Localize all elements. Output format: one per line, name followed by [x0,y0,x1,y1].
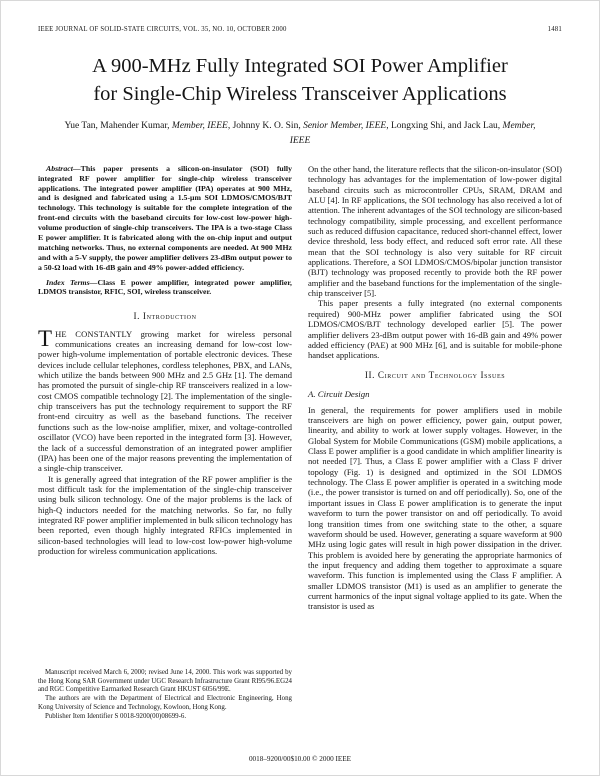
intro-paragraph-1-text: growing market for wireless personal communications creates an increasing demand for low-cost low-power high-volume implementation of portable electronic devices. These devices include cellular telephones, cordless telephones, PBX, and LANs, which utilize the bands between 900 MHz and 2.5 GHz [1]. The demand has promoted the pursuit of single-chip RF transceivers realized in a low-cost CMOS compatible technology [2]. The implementation of the single-chip transceivers has put the technology requirement to support the RF front-end circuitry as well as the baseband functions. The receiver functions such as the low-noise amplifier, mixer, and voltage-controlled oscillator (VCO) have been reported in the integrated form [3]. However, the lack of a successful demonstration of an integrated power amplifier (IPA) has been one of the major reasons preventing the implementation of a single-chip transceiver. [38,328,292,474]
footnote-manuscript: Manuscript received March 6, 2000; revised June 14, 2000. This work was supported by the Hong Kong SAR Government under UGC Research Infrastructure Grant RI95/96.EG24 and RGC Competitive Earmarked Research Grant HKUST 6056/99E. [38,668,292,694]
intro-paragraph-1 [38,325,292,474]
section-heading-introduction: I. Introduction [133,311,197,322]
right-paragraph-3: In general, the requirements for power amplifiers used in mobile transceivers are high on power efficiency, power gain, output power, linearity, and ability to work at lower supply voltages. However, in the Global System for Mobile Communications (GSM) mobile applications, a Class E power amplifier is a good candidate in which amplifier linearity is not needed [7]. Thus, a Class E power amplifier with a Class F driver topology (Fig. 1) is designed and optimized in the SOI LDMOS technology. The Class E power amplifier is operated in a switching mode (i.e., the power transistor is turned on and off periodically). So, one of the important issues in Class E power amplification is to generate the input waveform to turn the power transistor on and off periodically. To avoid long transition times from one switching state to the other, a square waveform should be used. However, generating a square waveform at 900 MHz using logic gates will result in high power dissipation in the driver. This problem is avoided here by generating the appropriate harmonics of the input frequency and adding them together to approximate a square waveform. This function is implemented using the Class F amplifier. A smaller LDMOS transistor (M1) is used as an amplifier to generate the current harmonics of the input signal voltage applied to its gate. When the transistor is used as [308,404,562,612]
abstract [38,164,292,273]
intro-paragraph-2: It is generally agreed that integration of the RF power amplifier is the most difficult task for the implementation of the single-chip transceiver using bulk silicon technology. One of the major problems is the lack of high-Q inductors needed for the matching networks. So far, no fully integrated RF power amplifier implemented in bulk silicon technology has been reported, even though highly integrated RFICs implemented in silicon-based technologies will lead to low-cost low-power high-volume production for wireless communication applications. [38,473,292,557]
dropcap: T [38,325,53,351]
lead-caps: HE CONSTANTLY [55,328,133,339]
right-paragraph-2: This paper presents a fully integrated (no external components required) 900-MHz power amplifier fabricated using the SOI LDMOS/CMOS/BJT technology developed earlier [5]. The power amplifier delivers 23-dBm output power with 16-dB gain and 49% power added efficiency (PAE) at 900 MHz [6], and is suitable for mobile-phone handset applications. [308,298,562,361]
paper-title [38,53,562,108]
two-column-body [38,164,562,722]
subsection-heading-circuit-design: A. Circuit Design [308,388,370,399]
section-heading-circuit-technology: II. Circuit and Technology Issues [364,369,506,380]
right-paragraph-1: On the other hand, the literature reflects that the silicon-on-insulator (SOI) technology has advantages for the implementation of low-power digital baseband circuits such as microcontroller CPUs, SRAM, DRAM and ALU [4]. In RF applications, the SOI technology has also received a lot of attention. The inherent advantages of the SOI technology are silicon-based technology compatibility, simple processing, and excellent performance such as reduced diffusion capacitance, reduced short-channel effect, lower device threshold, less body effect, and reduced soft error rate. All these mean that the SOI technology is also very suitable for RF circuit applications. Therefore, a SOI LDMOS/CMOS/bipolar junction transistor (BJT) technology was proposed recently to provide both the RF power amplifier and the baseband functions for the implementation of the single-chip transceiver [5]. [308,163,562,299]
first-page-footnotes [38,661,292,722]
copyright-footer: 0018–9200/00$10.00 © 2000 IEEE [248,755,352,763]
right-column [308,164,562,722]
page-number: 1481 [547,26,562,33]
index-terms-text: Class E power amplifier, integrated power amplifier, LDMOS transistor, RFIC, SOI, wireless transceiver. [38,277,293,297]
title-line-2: for Single-Chip Wireless Transceiver Applications [93,82,507,105]
index-terms [38,278,292,298]
abstract-text: This paper presents a silicon-on-insulator (SOI) fully integrated RF power amplifier for single-chip wireless transceiver applications. The integrated power amplifier (IPA) operates at 900 MHz, and is designed and fabricated using a 1.5-μm SOI LDMOS/CMOS/BJT technology. This technology is suitable for the complete integration of the front-end circuits with the baseband circuits for low-cost low-power high-volume production of single-chip transceivers. The IPA is a two-stage Class E power amplifier. It is fabricated along with the on-chip input and output matching networks. Thus, no external components are needed. At 900 MHz and with a 5-V supply, the power amplifier delivers 23-dBm output power to a 50-Ω load with 16-dB gain and 49% power-added efficiency. [38,163,292,272]
footnote-publisher-id: Publisher Item Identifier S 0018-9200(00)08699-6. [45,712,187,720]
footnote-affiliation: The authors are with the Department of Electrical and Electronic Engineering, Hong Kong University of Science and Technology, Kowloon, Hong Kong. [38,695,292,712]
running-head [38,26,562,33]
title-line-1: A 900-MHz Fully Integrated SOI Power Amplifier [92,55,508,77]
author-line: Yue Tan, Mahender Kumar, Member, IEEE, Johnny K. O. Sin, Senior Member, IEEE, Longxing Shi, and Jack Lau, Member, IEEE [64,121,536,147]
left-column [38,164,292,722]
journal-title: IEEE JOURNAL OF SOLID-STATE CIRCUITS, VOL. 35, NO. 10, OCTOBER 2000 [38,26,287,33]
index-terms-label: Index Terms— [46,277,98,287]
abstract-label: Abstract— [46,163,81,173]
